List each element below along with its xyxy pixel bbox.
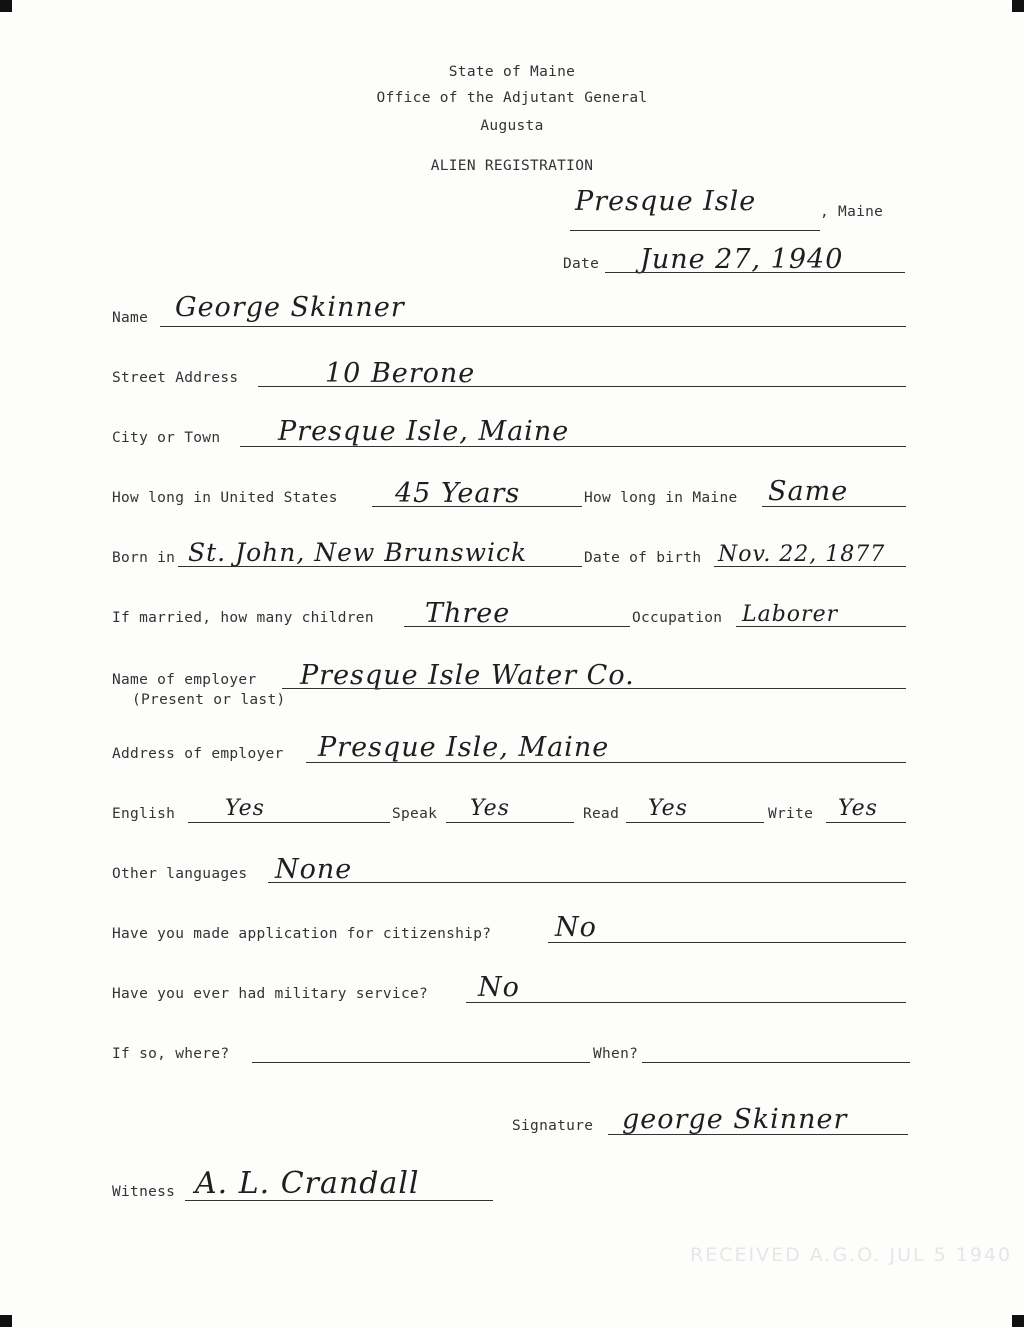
employer-address-line bbox=[306, 762, 906, 763]
date-line bbox=[605, 272, 905, 273]
read-label: Read bbox=[583, 806, 620, 822]
employer-address-label: Address of employer bbox=[112, 746, 284, 762]
citizenship-label: Have you made application for citizenship? bbox=[112, 926, 492, 942]
header-state: State of Maine bbox=[448, 64, 576, 80]
where-label: If so, where? bbox=[112, 1046, 230, 1062]
occupation-label: Occupation bbox=[632, 610, 723, 626]
employer-label: Name of employer bbox=[112, 672, 257, 688]
citizenship-value: No bbox=[555, 912, 597, 943]
born-in-line bbox=[178, 566, 582, 567]
military-line bbox=[466, 1002, 906, 1003]
date-label: Date bbox=[563, 256, 600, 272]
when-label: When? bbox=[593, 1046, 639, 1062]
read-value: Yes bbox=[648, 796, 688, 821]
other-languages-line bbox=[268, 882, 906, 883]
children-label: If married, how many children bbox=[112, 610, 374, 626]
header-city: Augusta bbox=[480, 118, 544, 134]
years-maine-line bbox=[762, 506, 906, 507]
years-us-line bbox=[372, 506, 582, 507]
years-us-value: 45 Years bbox=[395, 478, 521, 509]
english-label: English bbox=[112, 806, 176, 822]
name-label: Name bbox=[112, 310, 149, 326]
when-line bbox=[642, 1062, 910, 1063]
born-in-label: Born in bbox=[112, 550, 176, 566]
scan-corner-mark bbox=[1012, 1315, 1024, 1327]
city-town-label: City or Town bbox=[112, 430, 221, 446]
occupation-line bbox=[736, 626, 906, 627]
speak-line bbox=[446, 822, 574, 823]
write-line bbox=[826, 822, 906, 823]
read-line bbox=[626, 822, 764, 823]
witness-line bbox=[185, 1200, 493, 1201]
other-languages-label: Other languages bbox=[112, 866, 248, 882]
speak-value: Yes bbox=[470, 796, 510, 821]
military-label: Have you ever had military service? bbox=[112, 986, 429, 1002]
employer-value: Presque Isle Water Co. bbox=[300, 660, 635, 691]
born-in-value: St. John, New Brunswick bbox=[188, 538, 528, 567]
received-stamp: RECEIVED A.G.O. JUL 5 1940 bbox=[690, 1244, 1013, 1266]
witness-label: Witness bbox=[112, 1184, 176, 1200]
header-office: Office of the Adjutant General bbox=[376, 90, 648, 106]
employer-line bbox=[282, 688, 906, 689]
signature-value: george Skinner bbox=[622, 1104, 848, 1135]
city-town-line bbox=[240, 446, 906, 447]
place-value: Presque Isle bbox=[575, 186, 757, 217]
place-suffix: , Maine bbox=[820, 204, 884, 220]
name-line bbox=[160, 326, 906, 327]
citizenship-line bbox=[548, 942, 906, 943]
speak-label: Speak bbox=[392, 806, 438, 822]
other-languages-value: None bbox=[275, 854, 353, 885]
write-value: Yes bbox=[838, 796, 878, 821]
scan-corner-mark bbox=[1012, 0, 1024, 12]
years-maine-value: Same bbox=[768, 476, 849, 507]
scan-corner-mark bbox=[0, 1315, 12, 1327]
dob-label: Date of birth bbox=[584, 550, 702, 566]
street-address-line bbox=[258, 386, 906, 387]
years-maine-label: How long in Maine bbox=[584, 490, 738, 506]
write-label: Write bbox=[768, 806, 814, 822]
form-title: ALIEN REGISTRATION bbox=[430, 158, 594, 174]
place-line bbox=[570, 230, 820, 231]
witness-value: A. L. Crandall bbox=[195, 1166, 420, 1201]
children-value: Three bbox=[425, 598, 511, 629]
street-address-label: Street Address bbox=[112, 370, 239, 386]
signature-label: Signature bbox=[512, 1118, 594, 1134]
signature-line bbox=[608, 1134, 908, 1135]
employer-address-value: Presque Isle, Maine bbox=[318, 732, 610, 763]
english-line bbox=[188, 822, 390, 823]
occupation-value: Laborer bbox=[742, 602, 839, 627]
street-address-value: 10 Berone bbox=[325, 358, 476, 389]
scan-corner-mark bbox=[0, 0, 12, 12]
name-value: George Skinner bbox=[175, 292, 405, 323]
where-line bbox=[252, 1062, 590, 1063]
years-us-label: How long in United States bbox=[112, 490, 338, 506]
children-line bbox=[404, 626, 630, 627]
english-value: Yes bbox=[225, 796, 265, 821]
city-town-value: Presque Isle, Maine bbox=[278, 416, 570, 447]
employer-sublabel: (Present or last) bbox=[132, 692, 286, 708]
dob-value: Nov. 22, 1877 bbox=[718, 542, 886, 567]
date-value: June 27, 1940 bbox=[640, 244, 844, 275]
dob-line bbox=[714, 566, 906, 567]
military-value: No bbox=[478, 972, 520, 1003]
